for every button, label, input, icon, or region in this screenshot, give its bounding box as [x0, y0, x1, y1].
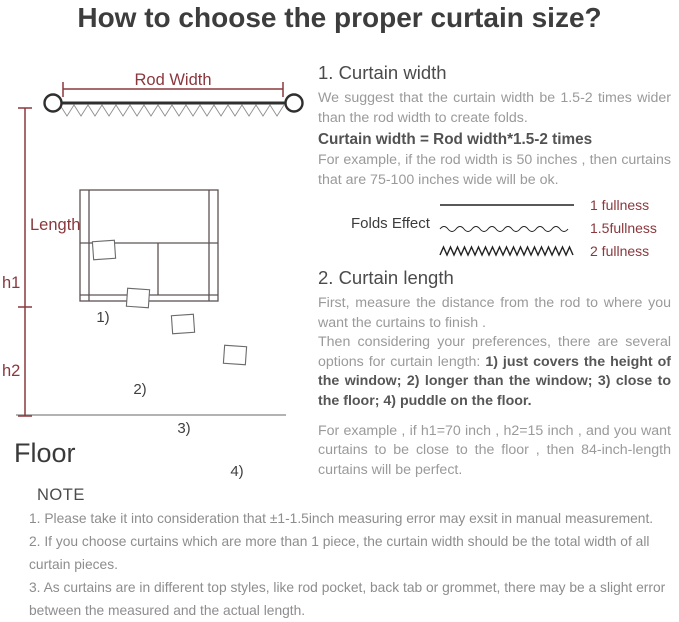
straight-line-icon: [437, 197, 577, 213]
section-body: [318, 333, 671, 411]
curtain-width-formula: Curtain width = Rod width*1.5-2 times: [318, 131, 593, 149]
fold-row-label: 1.5fullness: [590, 219, 657, 236]
section-example: For example , if h1=70 inch , h2=15 inch , and you want curtains to be close to the floor , then 84-inch-length curtains will be perfect.: [318, 422, 671, 478]
section-heading: 1. Curtain width: [318, 62, 447, 83]
wavy-line-icon: [437, 220, 577, 236]
tieback-band: [92, 240, 115, 259]
curtain-label-2: 2): [133, 381, 147, 398]
curtain-label-4: 4): [230, 463, 244, 480]
rod-finial-left: [45, 95, 62, 112]
tieback-band: [126, 288, 149, 307]
note-item: 3. As curtains are in different top styles, like rod pocket, back tab or grommet, there may be a slight error between the measured and the actual length.: [29, 579, 666, 618]
section-body: First, measure the distance from the rod to where you want the curtains to finish .: [318, 295, 671, 331]
floor-label: Floor: [14, 438, 76, 468]
curtain-panel-4: [198, 104, 247, 365]
rod-finial-right: [286, 95, 303, 112]
zigzag-line-icon: [437, 243, 577, 259]
note-item: 2. If you choose curtains which are more than 1 piece, the curtain width should be the total width of all curtain pieces.: [29, 533, 650, 572]
length-options-intro: Then considering your preferences, there are several options for curtain length:: [318, 334, 671, 370]
page-title: How to choose the proper curtain size?: [77, 2, 602, 33]
note-block: [29, 486, 679, 622]
note-heading: NOTE: [37, 486, 85, 504]
folds-rows: [437, 193, 657, 262]
length-label: Length: [30, 216, 81, 234]
folds-effect-block: [318, 193, 671, 265]
length-options: 1) just covers the height of the window; 2) longer than the window; 3) close to the floor; 4) puddle on the floor.: [318, 353, 671, 409]
section-body: We suggest that the curtain width be 1.5-2 times wider than the rod width to create folds.: [318, 90, 671, 126]
section-heading: 2. Curtain length: [318, 267, 454, 288]
note-item: 1. Please take it into consideration that ±1-1.5inch measuring error may exsit in manual measurement.: [29, 511, 654, 526]
tieback-band: [223, 345, 246, 364]
fold-row-label: 2 fullness: [590, 242, 650, 259]
curtain-panel-3: [146, 104, 195, 334]
curtain-panel-1: [58, 104, 116, 260]
curtain-top-pleats: [60, 105, 284, 116]
section-curtain-width: [318, 62, 671, 190]
curtain-label-3: 3): [177, 420, 191, 437]
section-example: For example, if the rod width is 50 inches , then curtains that are 75-100 inches wide will be ok.: [318, 152, 671, 188]
h2-label: h2: [2, 362, 21, 380]
curtain-panel-2: [100, 104, 150, 308]
fold-row-label: 1 fullness: [590, 196, 650, 213]
fold-row-1-fullness: [437, 193, 657, 216]
fold-row-1-5-fullness: [437, 216, 657, 239]
curtain-diagram: [0, 58, 315, 488]
section-curtain-length: [318, 267, 671, 480]
fold-row-2-fullness: [437, 239, 657, 262]
rod-width-label: Rod Width: [134, 71, 212, 89]
h1-label: h1: [2, 274, 21, 292]
curtain-label-1: 1): [96, 309, 110, 326]
folds-effect-label: Folds Effect: [351, 215, 430, 232]
tieback-band: [171, 314, 194, 333]
